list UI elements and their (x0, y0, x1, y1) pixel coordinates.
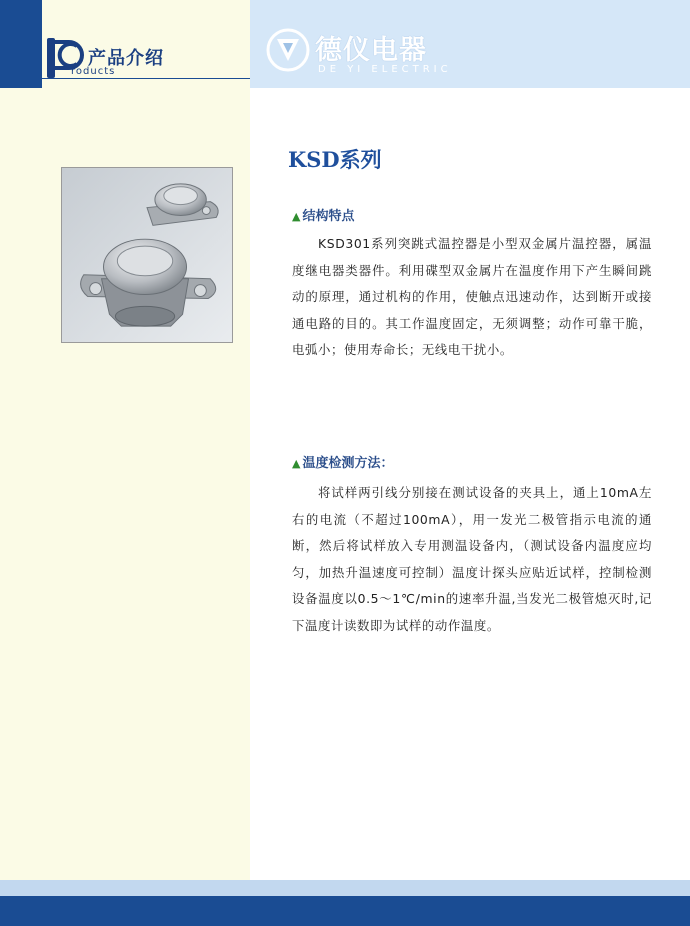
brand-name: 德仪电器 (315, 35, 427, 66)
series-title: KSD系列 (288, 147, 382, 172)
section-heading-text: 结构特点 (302, 209, 355, 224)
product-photo (61, 167, 233, 343)
left-accent-bar (0, 0, 42, 88)
left-panel (0, 0, 250, 880)
triangle-bullet-icon: ▲ (292, 457, 301, 470)
triangle-bullet-icon: ▲ (292, 210, 301, 223)
brand-logo-icon (266, 28, 310, 72)
section-body-structure: KSD301系列突跳式温控器是小型双金属片温控器，属温度继电器类器件。利用碟型双金属片在温度作用下产生瞬间跳动的原理，通过机构的作用，使触点迅速动作，达到断开或接通电路的目的。其工作温度固定，无须调整；动作可靠干脆，电弧小；使用寿命长；无线电干扰小。 (292, 236, 652, 357)
section-heading-test-method (292, 452, 393, 471)
section-subtitle: roducts (71, 66, 116, 77)
section-body-test-method: 将试样两引线分别接在测试设备的夹具上，通上10mA左右的电流（不超过100mA），用一发光二极管指示电流的通断，然后将试样放入专用测温设备内，（测试设备内温度应均匀，加热升温速度可控制）温度计探头应贴近试样，控制检测设备温度以0.5～1℃/min的速率升温,当发光二极管熄灭时,记下温度计读数即为试样的动作温度。 (292, 485, 652, 633)
section-heading-text: 温度检测方法： (302, 456, 394, 471)
section-heading-structure (292, 205, 354, 224)
brand-name-en: DE YI ELECTRIC (318, 64, 452, 75)
footer-light-band (0, 880, 690, 896)
footer-dark-band (0, 896, 690, 926)
section-title: 产品介绍 (88, 48, 164, 69)
